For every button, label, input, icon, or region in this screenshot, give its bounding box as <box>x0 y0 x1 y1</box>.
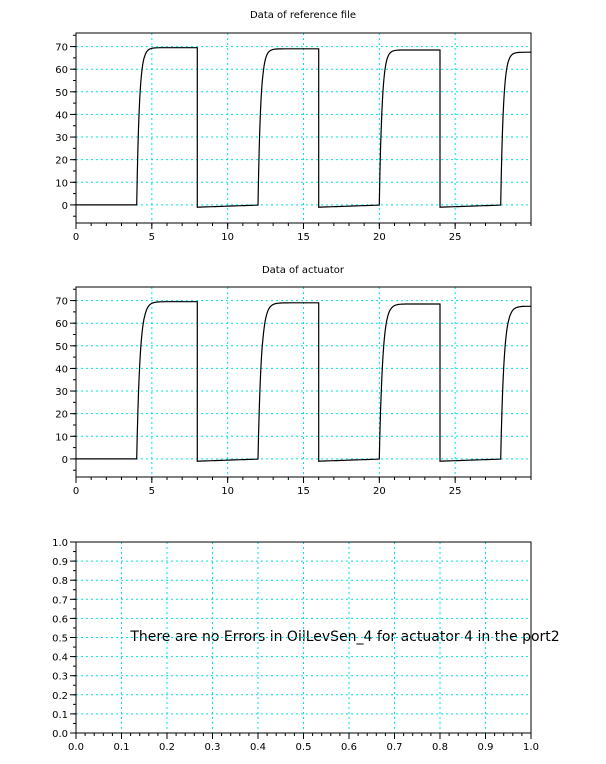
y-tick-label: 40 <box>55 364 68 376</box>
y-tick-label: 0.9 <box>52 557 68 569</box>
x-tick-label: 10 <box>221 232 235 243</box>
y-tick-label: 40 <box>55 110 68 122</box>
x-tick-label: 0 <box>72 486 80 497</box>
y-tick-label: 0.3 <box>52 671 68 683</box>
y-tick-label: 60 <box>55 319 68 331</box>
y-tick-label: 70 <box>55 296 68 308</box>
x-tick-label: 5 <box>148 486 156 497</box>
y-tick-label: 10 <box>55 432 68 444</box>
y-tick-label: 30 <box>55 133 68 145</box>
y-tick-label: 0 <box>61 454 68 466</box>
y-tick-label: 0.7 <box>52 595 68 607</box>
x-tick-label: 10 <box>221 486 235 497</box>
x-tick-label: 0.1 <box>113 742 130 753</box>
x-tick-label: 0.5 <box>295 742 312 753</box>
y-tick-label: 0.4 <box>52 652 68 664</box>
x-tick-label: 0.6 <box>341 742 357 753</box>
y-tick-label: 30 <box>55 387 68 399</box>
y-tick-label: 1.0 <box>52 538 68 549</box>
x-tick-label: 25 <box>448 486 462 497</box>
y-tick-label: 0.5 <box>52 633 68 645</box>
y-tick-label: 50 <box>55 341 68 353</box>
y-tick-label: 50 <box>55 87 68 99</box>
y-tick-label: 0.0 <box>52 729 68 740</box>
y-tick-label: 10 <box>55 178 68 190</box>
y-tick-label: 20 <box>55 155 68 167</box>
x-tick-label: 1.0 <box>523 742 539 753</box>
y-tick-label: 0 <box>61 200 68 212</box>
x-tick-label: 0.2 <box>159 742 175 753</box>
x-tick-label: 0.8 <box>432 742 448 753</box>
x-tick-label: 15 <box>297 232 310 243</box>
x-tick-label: 20 <box>372 232 386 243</box>
x-tick-label: 15 <box>297 486 310 497</box>
y-tick-label: 60 <box>55 65 68 77</box>
x-tick-label: 25 <box>448 232 462 243</box>
x-tick-label: 5 <box>148 232 156 243</box>
y-tick-label: 0.6 <box>52 614 68 626</box>
x-tick-label: 0.3 <box>204 742 221 753</box>
y-tick-label: 0.8 <box>52 576 68 588</box>
x-tick-label: 0.7 <box>386 742 403 753</box>
x-tick-label: 20 <box>372 486 386 497</box>
y-tick-label: 70 <box>55 42 68 54</box>
chart-title: Data of reference file <box>249 10 357 21</box>
x-tick-label: 0 <box>72 232 80 243</box>
x-tick-label: 0.0 <box>68 742 84 753</box>
y-tick-label: 20 <box>55 409 68 421</box>
x-tick-label: 0.4 <box>250 742 266 753</box>
y-tick-label: 0.2 <box>52 690 68 702</box>
x-tick-label: 0.9 <box>477 742 494 753</box>
y-tick-label: 0.1 <box>52 709 68 721</box>
error-report-message: There are no Errors in OilLevSen_4 for actuator 4 in the port2 <box>130 629 560 645</box>
chart-title: Data of actuator <box>261 265 345 276</box>
